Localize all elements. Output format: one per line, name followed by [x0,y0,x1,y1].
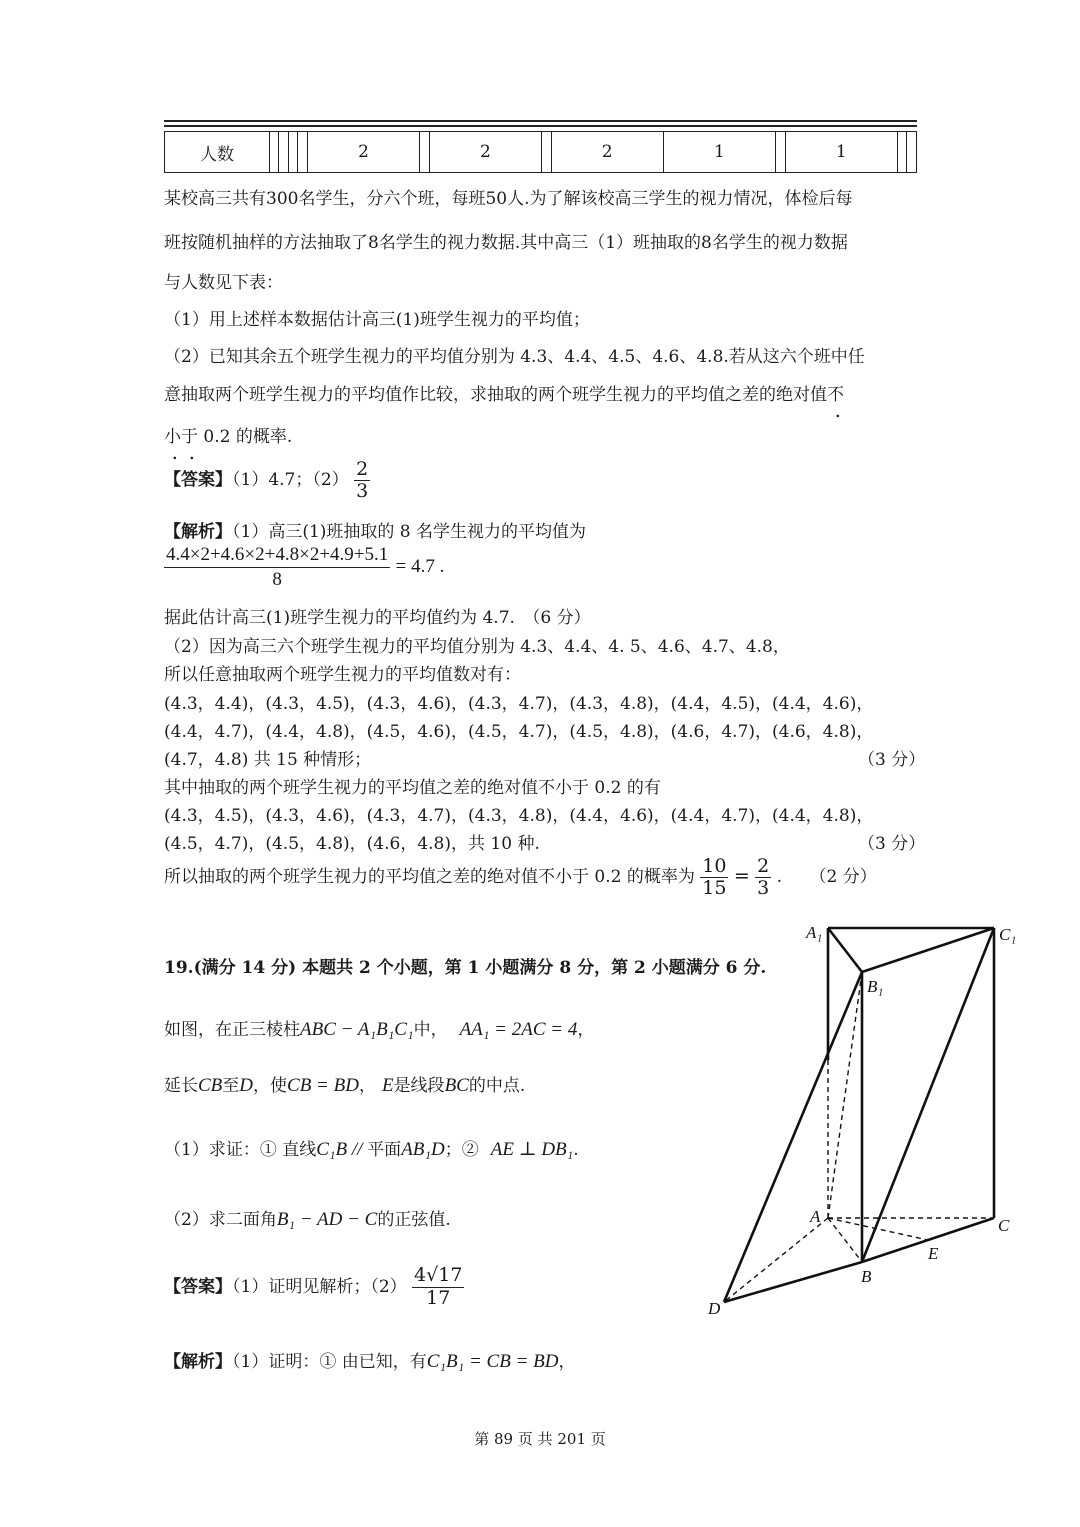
fraction-denominator: 8 [272,568,282,590]
table-label-cell: 人数 [165,132,270,173]
analysis-tag: 【解析】 [164,522,232,542]
text: 平面 [367,1140,402,1160]
page-footer: 第 89 页 共 201 页 [474,1430,606,1448]
pairs-line: (4.7，4.8) 共 15 种情形； [164,750,372,770]
problem-text-line: 某校高三共有300名学生，分六个班，每班50人.为了解该校高三学生的视力情况，体检后每 [164,189,853,209]
q2-text: 0.2 的概率. [198,427,293,447]
edge-bd [724,1262,862,1302]
table-cell: 2 [307,132,419,173]
pairs-line: (4.3，4.4)，(4.3，4.5)，(4.3，4.6)，(4.3，4.7)，(4.3，4.8)，(4.4，4.5)，(4.4，4.6)， [164,694,874,714]
edge-b1d [724,972,862,1302]
fraction-numerator: 10 [702,855,727,877]
equals-sign: = [733,864,750,887]
analysis-line: （2）因为高三六个班学生视力的平均值分别为 4.3、4.4、4. 5、4.6、4.7、4.8， [164,637,790,657]
table-cell: 2 [551,132,663,173]
math: D [239,1075,254,1096]
label-a: A [810,1207,821,1226]
pairs-line: (4.3，4.5)，(4.3，4.6)，(4.3，4.7)，(4.3，4.8)，(4.4，4.6)，(4.4，4.7)，(4.4，4.8)， [164,806,874,826]
table-cell: 1 [785,132,897,173]
fraction-numerator: 4√17 [414,1264,463,1286]
mean-result: = 4.7 . [395,555,445,577]
fraction-denominator: 15 [702,876,727,899]
fraction-numerator: 4.4×2+4.6×2+4.8×2+4.9+5.1 [164,543,390,568]
pairs-line: (4.4，4.7)，(4.4，4.8)，(4.5，4.6)，(4.5，4.7)，(4.5，4.8)，(4.6，4.7)，(4.6，4.8)， [164,722,874,742]
math: CB = BD [287,1075,359,1096]
period: . [776,866,783,887]
estimate-line: 据此估计高三(1)班学生视力的平均值约为 4.7. （6 分） [164,608,591,628]
fraction-denominator: 3 [356,479,369,502]
math: AE ⊥ DB₁ [490,1139,574,1160]
question-1: （1）用上述样本数据估计高三(1)班学生视力的平均值； [164,310,590,330]
text: . [573,1140,579,1160]
math: E [381,1075,394,1096]
fraction-denominator: 17 [426,1286,451,1309]
math: B₁ − AD − C [276,1209,378,1230]
score-label: （3 分） [858,750,926,770]
problem-text-line: 班按随机抽样的方法抽取了8名学生的视力数据.其中高三（1）班抽取的8名学生的视力数据 [164,233,848,253]
text: 是线段 [393,1076,445,1096]
text: 的中点. [468,1076,526,1096]
math: AB₁D [401,1139,445,1160]
math: AA₁ = 2AC = 4 [459,1019,578,1040]
analysis-text: （1）高三(1)班抽取的 8 名学生视力的平均值为 [232,522,587,542]
conclusion-text: 所以抽取的两个班学生视力的平均值之差的绝对值不小于 0.2 的概率为 [164,866,695,887]
emphasis-char: 不 [827,385,844,405]
answer-text: （1）证明见解析；（2） [232,1276,407,1297]
text: （2）求二面角 [164,1210,277,1230]
text: ；② [444,1140,479,1160]
emphasis-char: 于 [181,427,198,447]
answer-text: （1）4.7；（2） [232,469,349,490]
text: 延长 [164,1076,198,1096]
question-2-line-1: （2）已知其余五个班学生视力的平均值分别为 4.3、4.4、4.5、4.6、4.8.若从这六个班中任 [164,347,865,367]
math: BC [444,1075,469,1096]
pairs-line: (4.5，4.7)，(4.5，4.8)，(4.6，4.8)，共 10 种. [164,834,540,854]
math: C₁B₁ = CB = BD [426,1351,559,1372]
text: 至 [222,1076,240,1096]
text: ， [558,1352,576,1372]
label-b1: B₁ [867,977,884,996]
label-c1: C₁ [999,925,1017,944]
edge-b1c1 [862,928,994,972]
label-a1: A₁ [806,923,823,942]
label-c: C [998,1216,1010,1235]
edge-ad [724,1218,828,1302]
score-label: （3 分） [858,834,926,854]
label-b: B [861,1267,872,1286]
analysis-tag: 【解析】 [164,1352,232,1372]
edge-a1b1 [828,928,862,972]
math: C₁B // [316,1139,368,1160]
math: CB [198,1075,223,1096]
fraction-numerator: 2 [356,458,369,480]
fraction-denominator: 3 [757,876,770,899]
text: 的正弦值. [377,1210,451,1230]
analysis-line: 所以任意抽取两个班学生视力的平均值数对有： [164,665,521,685]
table-cell: 2 [429,132,541,173]
analysis-line: 其中抽取的两个班学生视力的平均值之差的绝对值不小于 0.2 的有 [164,778,661,798]
text: ，使 [253,1076,288,1096]
label-d: D [708,1299,721,1318]
text: 中， [413,1020,448,1040]
analysis-text: （1）证明：① 由已知，有 [232,1352,427,1372]
score-label: （2 分） [809,866,877,887]
problem-19-header: 19.(满分 14 分) 本题共 2 个小题，第 1 小题满分 8 分，第 2 小题满分 6 分. [164,958,767,978]
fraction-numerator: 2 [757,855,770,877]
text: ， [577,1020,595,1040]
text: （1）求证：① 直线 [164,1140,317,1160]
emphasis-char: 小 [164,427,181,447]
edge-ab1 [828,972,862,1218]
answer-tag: 【答案】 [164,469,232,490]
q2-text: 意抽取两个班学生视力的平均值作比较，求抽取的两个班学生视力的平均值之差的绝对值 [164,385,827,405]
label-e: E [928,1244,939,1263]
table-cell: 1 [663,132,775,173]
text: ， [358,1076,376,1096]
problem-text-line: 与人数见下表： [164,273,283,293]
math: ABC − A₁B₁C₁ [300,1019,414,1040]
answer-tag: 【答案】 [164,1276,232,1297]
text: 如图，在正三棱柱 [164,1020,300,1040]
